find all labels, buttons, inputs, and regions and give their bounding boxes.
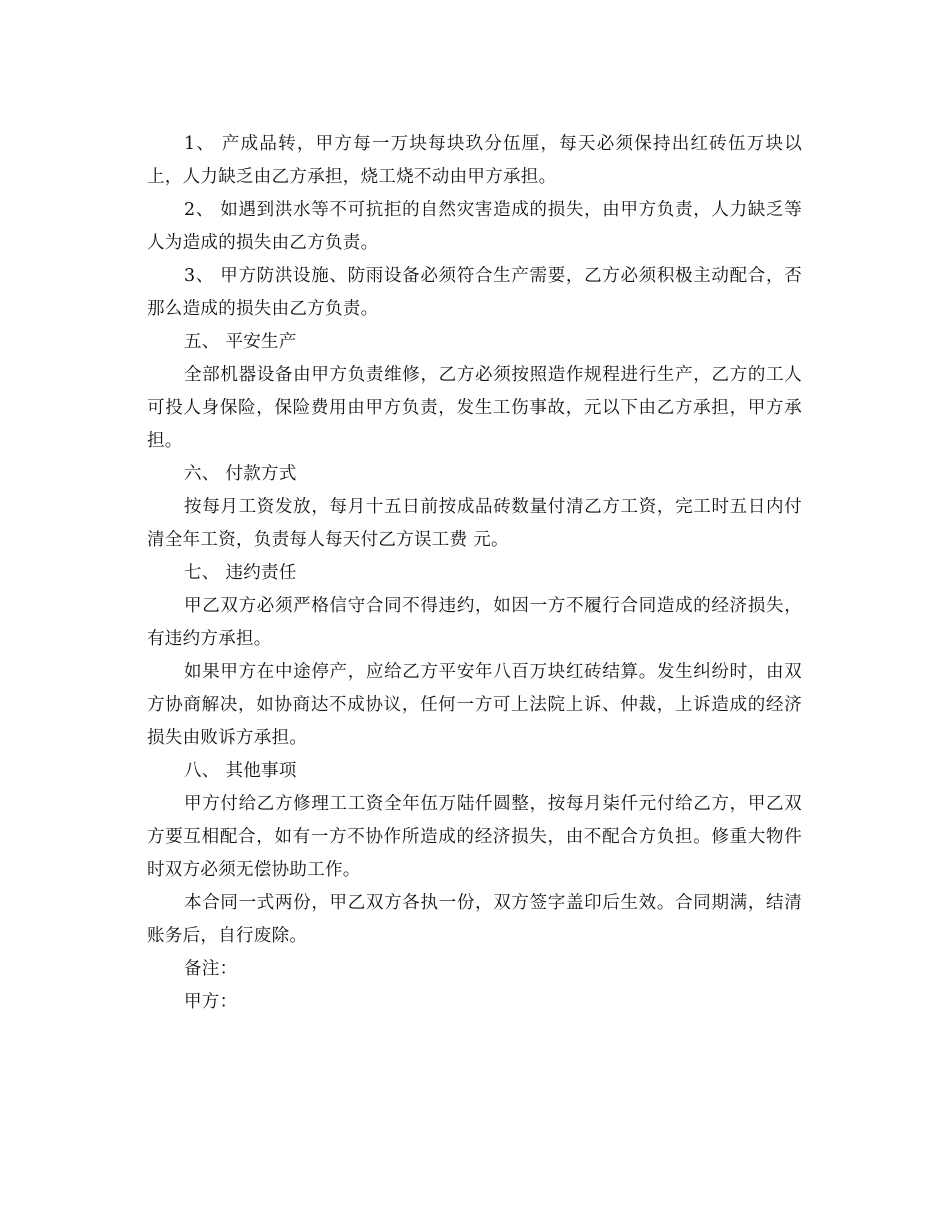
other-paragraph: 甲方付给乙方修理工工资全年伍万陆仟圆整，按每月柒仟元付给乙方，甲乙双方要互相配合，如有一方不协作所造成的经济损失，由不配合方负担。修重大物件时双方必须无偿协助工作。: [147, 794, 802, 880]
section-heading-other: 八、 其他事项: [184, 761, 297, 781]
section-heading-payment: 六、 付款方式: [184, 464, 297, 484]
breach-paragraph-1: 甲乙双方必须严格信守合同不得违约，如因一方不履行合同造成的经济损失，有违约方承担。: [147, 596, 802, 649]
clause-3-paragraph: 3、 甲方防洪设施、防雨设备必须符合生产需要，乙方必须积极主动配合，否那么造成的损失由乙方负责。: [147, 266, 802, 319]
safety-paragraph: 全部机器设备由甲方负责维修，乙方必须按照造作规程进行生产，乙方的工人可投人身保险，保险费用由甲方负责，发生工伤事故，元以下由乙方承担，甲方承担。: [147, 365, 802, 451]
validity-paragraph: 本合同一式两份，甲乙双方各执一份，双方签字盖印后生效。合同期满，结清账务后，自行废除。: [147, 893, 802, 946]
section-heading-breach: 七、 违约责任: [184, 563, 297, 583]
contract-body: [147, 128, 802, 1019]
section-heading-safety: 五、 平安生产: [184, 332, 297, 352]
payment-paragraph: 按每月工资发放，每月十五日前按成品砖数量付清乙方工资，完工时五日内付清全年工资，负责每人每天付乙方误工费 元。: [147, 497, 802, 550]
clause-1-paragraph: 1、 产成品转，甲方每一万块每块玖分伍厘，每天必须保持出红砖伍万块以上，人力缺乏由乙方承担，烧工烧不动由甲方承担。: [147, 134, 802, 187]
party-a-label: 甲方：: [184, 992, 238, 1012]
remarks-label: 备注：: [184, 959, 238, 979]
breach-paragraph-2: 如果甲方在中途停产，应给乙方平安年八百万块红砖结算。发生纠纷时，由双方协商解决，如协商达不成协议，任何一方可上法院上诉、仲裁，上诉造成的经济损失由败诉方承担。: [147, 662, 802, 748]
clause-2-paragraph: 2、 如遇到洪水等不可抗拒的自然灾害造成的损失，由甲方负责，人力缺乏等人为造成的损失由乙方负责。: [147, 200, 802, 253]
